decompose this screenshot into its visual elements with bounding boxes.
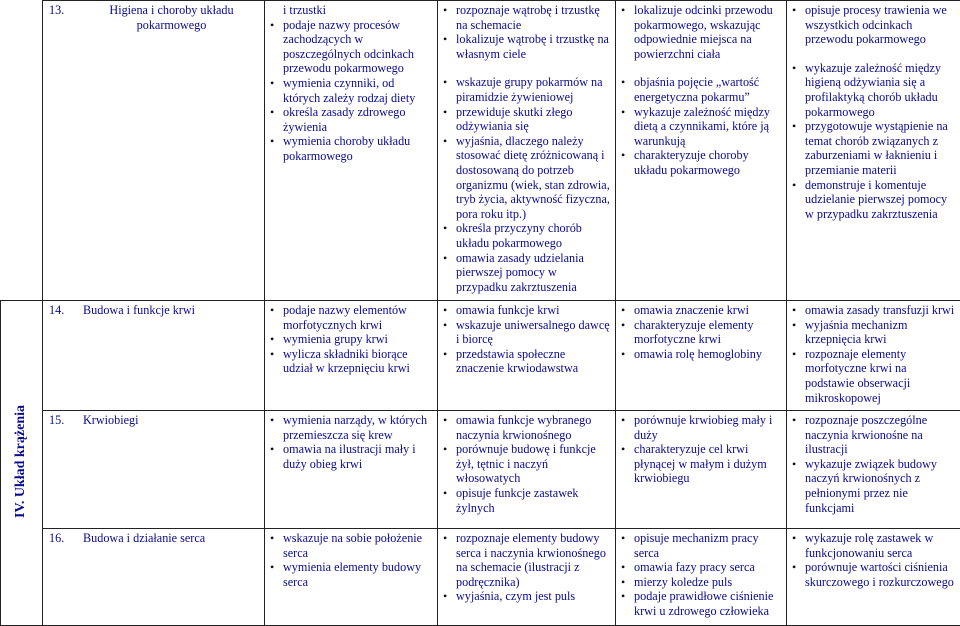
list-item: • lokalizuje wątrobę i trzustkę na własnym ciele — [442, 32, 611, 61]
topic-cell — [43, 529, 265, 626]
list-item: • rozpoznaje wątrobę i trzustkę na schemacie — [442, 3, 611, 32]
list-item: • wykazuje zależność między dietą a czynnikami, które ją warunkują — [620, 105, 782, 149]
list-item: • wymienia grupy krwi — [269, 332, 433, 347]
list-item: • wyjaśnia, czym jest puls — [442, 589, 611, 604]
requirements-list — [620, 3, 782, 178]
list-item: i trzustki — [269, 3, 433, 18]
requirements-cell-1 — [265, 529, 438, 626]
list-item: • omawia na ilustracji mały i duży obieg krwi — [269, 442, 433, 471]
requirements-list — [791, 413, 956, 515]
requirements-list — [442, 303, 611, 376]
section-title: IV. Układ krążenia — [14, 405, 29, 518]
list-item: • wskazuje uniwersalnego dawcę i biorcę — [442, 318, 611, 347]
requirements-list — [620, 413, 782, 486]
requirements-cell-3 — [616, 529, 787, 626]
list-item: • rozpoznaje elementy budowy serca i naczynia krwionośnego na schemacie (ilustracji z podręcznika) — [442, 531, 611, 589]
list-item: • opisuje procesy trawienia we wszystkich odcinkach przewodu pokarmowego — [791, 3, 956, 47]
requirements-cell-3 — [616, 411, 787, 529]
list-item: • porównuje krwiobieg mały i duży — [620, 413, 782, 442]
list-item: • wylicza składniki biorące udział w krzepnięciu krwi — [269, 347, 433, 376]
requirements-cell-1 — [265, 1, 438, 301]
list-item: • omawia rolę hemoglobiny — [620, 347, 782, 362]
list-item: • wskazuje grupy pokarmów na piramidzie żywieniowej — [442, 75, 611, 104]
requirements-cell-1 — [265, 301, 438, 411]
list-item: • objaśnia pojęcie „wartość energetyczna pokarmu” — [620, 75, 782, 104]
list-item: • podaje nazwy elementów morfotycznych krwi — [269, 303, 433, 332]
table-row — [1, 529, 960, 626]
requirements-list — [791, 531, 956, 589]
section-cell — [1, 301, 43, 626]
requirements-cell-2 — [438, 529, 616, 626]
list-item: • przygotowuje wystąpienie na temat chorób związanych z zaburzeniami w łaknieniu i przemianie materii — [791, 119, 956, 177]
list-item: • porównuje budowę i funkcje żył, tętnic i naczyń włosowatych — [442, 442, 611, 486]
table-row — [1, 301, 960, 411]
list-item: • wyjaśnia, dlaczego należy stosować dietę zróżnicowaną i dostosowaną do potrzeb organizmu (wiek, stan zdrowia, tryb życia, aktywność fizyczna, pora roku itp.) — [442, 134, 611, 222]
lesson-topic: Krwiobiegi — [83, 413, 139, 428]
list-item: • wymienia choroby układu pokarmowego — [269, 134, 433, 163]
requirements-list — [442, 3, 611, 294]
list-item: • wykazuje związek budowy naczyń krwionośnych z pełnionymi przez nie funkcjami — [791, 457, 956, 515]
requirements-cell-3 — [616, 301, 787, 411]
list-item: • omawia zasady transfuzji krwi — [791, 303, 956, 318]
list-item: • omawia fazy pracy serca — [620, 560, 782, 575]
requirements-cell-2 — [438, 411, 616, 529]
list-item: • podaje prawidłowe ciśnienie krwi u zdrowego człowieka — [620, 589, 782, 618]
list-item: • opisuje mechanizm pracy serca — [620, 531, 782, 560]
list-item: • charakteryzuje elementy morfotyczne krwi — [620, 318, 782, 347]
list-item: • wskazuje na sobie położenie serca — [269, 531, 433, 560]
list-item: • przedstawia społeczne znaczenie krwiodawstwa — [442, 347, 611, 376]
requirements-list — [620, 531, 782, 619]
lesson-topic: Budowa i działanie serca — [83, 531, 205, 546]
list-item: • wymienia elementy budowy serca — [269, 560, 433, 589]
requirements-list — [620, 303, 782, 361]
requirements-cell-4 — [787, 529, 960, 626]
list-item: • wymienia czynniki, od których zależy rodzaj diety — [269, 76, 433, 105]
list-item: • wymienia narządy, w których przemieszcza się krew — [269, 413, 433, 442]
spacer — [620, 61, 782, 75]
list-item: • omawia zasady udzielania pierwszej pomocy w przypadku zakrztuszenia — [442, 251, 611, 295]
lesson-topic: Budowa i funkcje krwi — [83, 303, 195, 318]
list-item: • mierzy koledze puls — [620, 575, 782, 590]
list-item: • demonstruje i komentuje udzielanie pierwszej pomocy w przypadku zakrztuszenia — [791, 178, 956, 222]
requirements-list — [442, 531, 611, 604]
spacer — [442, 61, 611, 75]
list-item: • wyjaśnia mechanizm krzepnięcia krwi — [791, 318, 956, 347]
requirements-list — [269, 531, 433, 589]
list-item: • charakteryzuje choroby układu pokarmowego — [620, 148, 782, 177]
list-item: • określa zasady zdrowego żywienia — [269, 105, 433, 134]
list-item: • omawia funkcje wybranego naczynia krwionośnego — [442, 413, 611, 442]
requirements-cell-3 — [616, 1, 787, 301]
topic-cell — [43, 301, 265, 411]
list-item: • charakteryzuje cel krwi płynącej w małym i dużym krwiobiegu — [620, 442, 782, 486]
list-item: • rozpoznaje poszczególne naczynia krwionośne na ilustracji — [791, 413, 956, 457]
list-item: • określa przyczyny chorób układu pokarmowego — [442, 221, 611, 250]
list-item: • wykazuje zależność między higieną odżywiania się a profilaktyką chorób układu pokarmowego — [791, 61, 956, 119]
lesson-number: 14. — [49, 303, 75, 318]
topic-cell — [43, 1, 265, 301]
list-item: • wykazuje rolę zastawek w funkcjonowaniu serca — [791, 531, 956, 560]
section-blank-cell — [1, 1, 43, 301]
table-row — [1, 1, 960, 301]
requirements-list — [269, 413, 433, 471]
requirements-cell-2 — [438, 301, 616, 411]
requirements-cell-4 — [787, 411, 960, 529]
lesson-number: 13. — [49, 3, 75, 32]
list-item: • przewiduje skutki złego odżywiania się — [442, 105, 611, 134]
topic-cell — [43, 411, 265, 529]
requirements-list — [791, 3, 956, 221]
list-item: • lokalizuje odcinki przewodu pokarmowego, wskazując odpowiednie miejsca na powierzchni ciała — [620, 3, 782, 61]
list-item: • rozpoznaje elementy morfotyczne krwi na podstawie obserwacji mikroskopowej — [791, 347, 956, 405]
requirements-list — [269, 303, 433, 376]
list-item: • omawia znaczenie krwi — [620, 303, 782, 318]
requirements-list — [791, 303, 956, 405]
requirements-list — [269, 3, 433, 164]
requirements-cell-4 — [787, 301, 960, 411]
lesson-topic: Higiena i choroby układu pokarmowego — [83, 3, 260, 32]
requirements-list — [442, 413, 611, 515]
table-row — [1, 411, 960, 529]
requirements-cell-1 — [265, 411, 438, 529]
lesson-number: 16. — [49, 531, 75, 546]
requirements-cell-2 — [438, 1, 616, 301]
requirements-cell-4 — [787, 1, 960, 301]
lesson-number: 15. — [49, 413, 75, 428]
list-item: • porównuje wartości ciśnienia skurczowego i rozkurczowego — [791, 560, 956, 589]
list-item: • opisuje funkcje zastawek żylnych — [442, 486, 611, 515]
list-item: • podaje nazwy procesów zachodzących w poszczególnych odcinkach przewodu pokarmowego — [269, 18, 433, 76]
spacer — [791, 47, 956, 61]
list-item: • omawia funkcje krwi — [442, 303, 611, 318]
